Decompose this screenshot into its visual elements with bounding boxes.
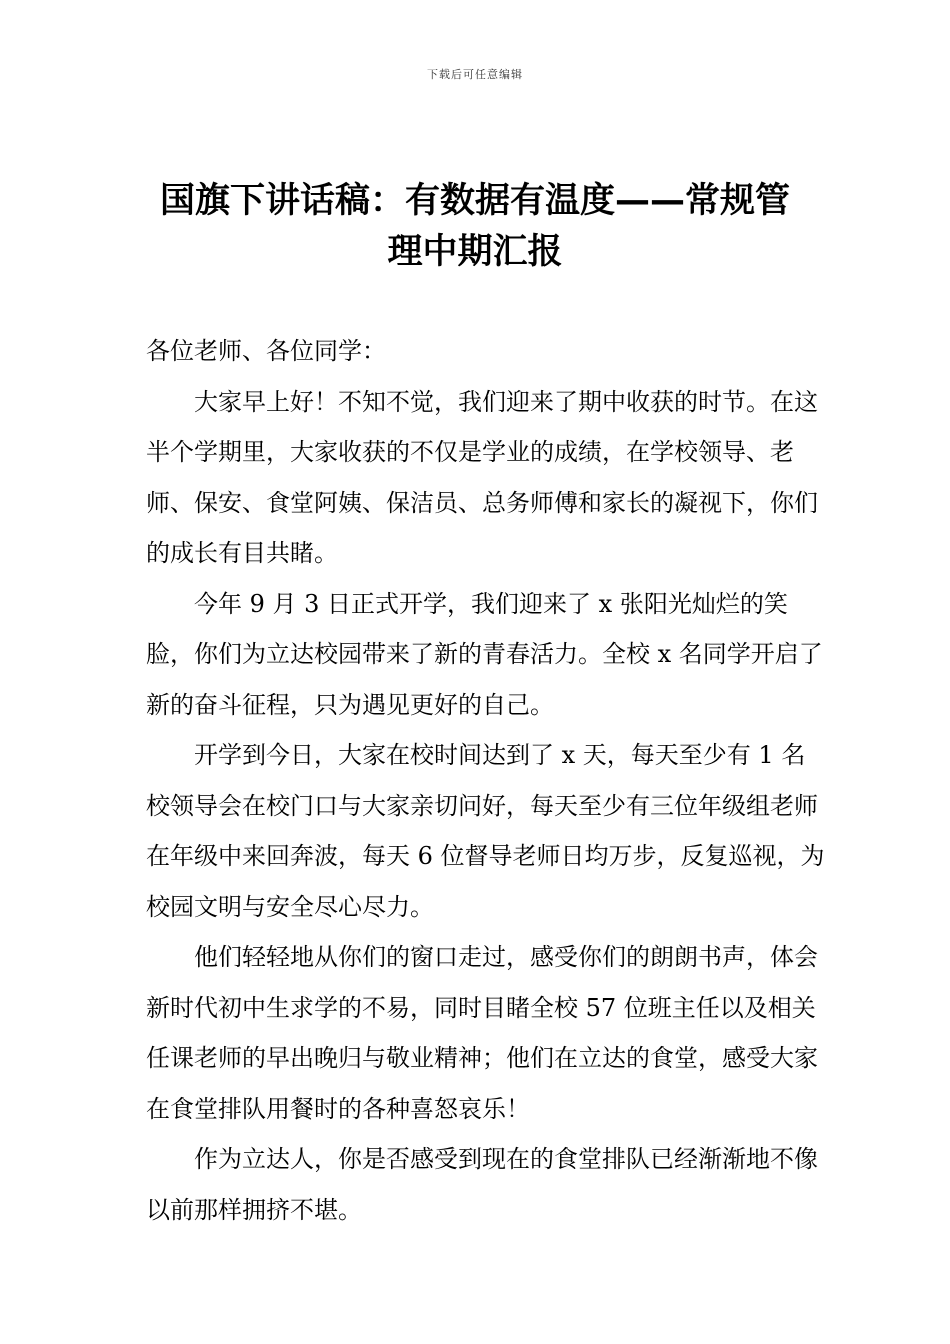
paragraph-5: 作为立达人，你是否感受到现在的食堂排队已经渐渐地不像以前那样拥挤不堪。 xyxy=(146,1145,818,1224)
paragraph-1: 大家早上好！不知不觉，我们迎来了期中收获的时节。在这半个学期里，大家收获的不仅是学业的成绩，在学校领导、老师、保安、食堂阿姨、保洁员、总务师傅和家长的凝视下，你们的成长有目共睹。 xyxy=(146,387,818,567)
document-title-line-2: 理中期汇报 xyxy=(387,232,563,272)
paragraph-2: 今年 9 月 3 日正式开学，我们迎来了 x 张阳光灿烂的笑脸，你们为立达校园带来了新的青春活力。全校 x 名同学开启了新的奋斗征程，只为遇见更好的自己。 xyxy=(146,589,823,719)
greeting-line: 各位老师、各位同学： xyxy=(146,337,386,365)
page-header-note: 下载后可任意编辑 xyxy=(427,68,523,81)
document-body xyxy=(146,326,826,1235)
document-title-line-1: 国旗下讲话稿：有数据有温度——常规管 xyxy=(159,181,790,221)
paragraph-3: 开学到今日，大家在校时间达到了 x 天，每天至少有 1 名校领导会在校门口与大家亲切问好，每天至少有三位年级组老师在年级中来回奔波，每天 6 位督导老师日均万步，反复巡视，为校园文明与安全尽心尽力。 xyxy=(146,741,825,921)
paragraph-4: 他们轻轻地从你们的窗口走过，感受你们的朗朗书声，体会新时代初中生求学的不易，同时目睹全校 57 位班主任以及相关任课老师的早出晚归与敬业精神；他们在立达的食堂，感受大家在食堂排队用餐时的各种喜怒哀乐！ xyxy=(146,943,818,1123)
document-title xyxy=(140,176,810,278)
